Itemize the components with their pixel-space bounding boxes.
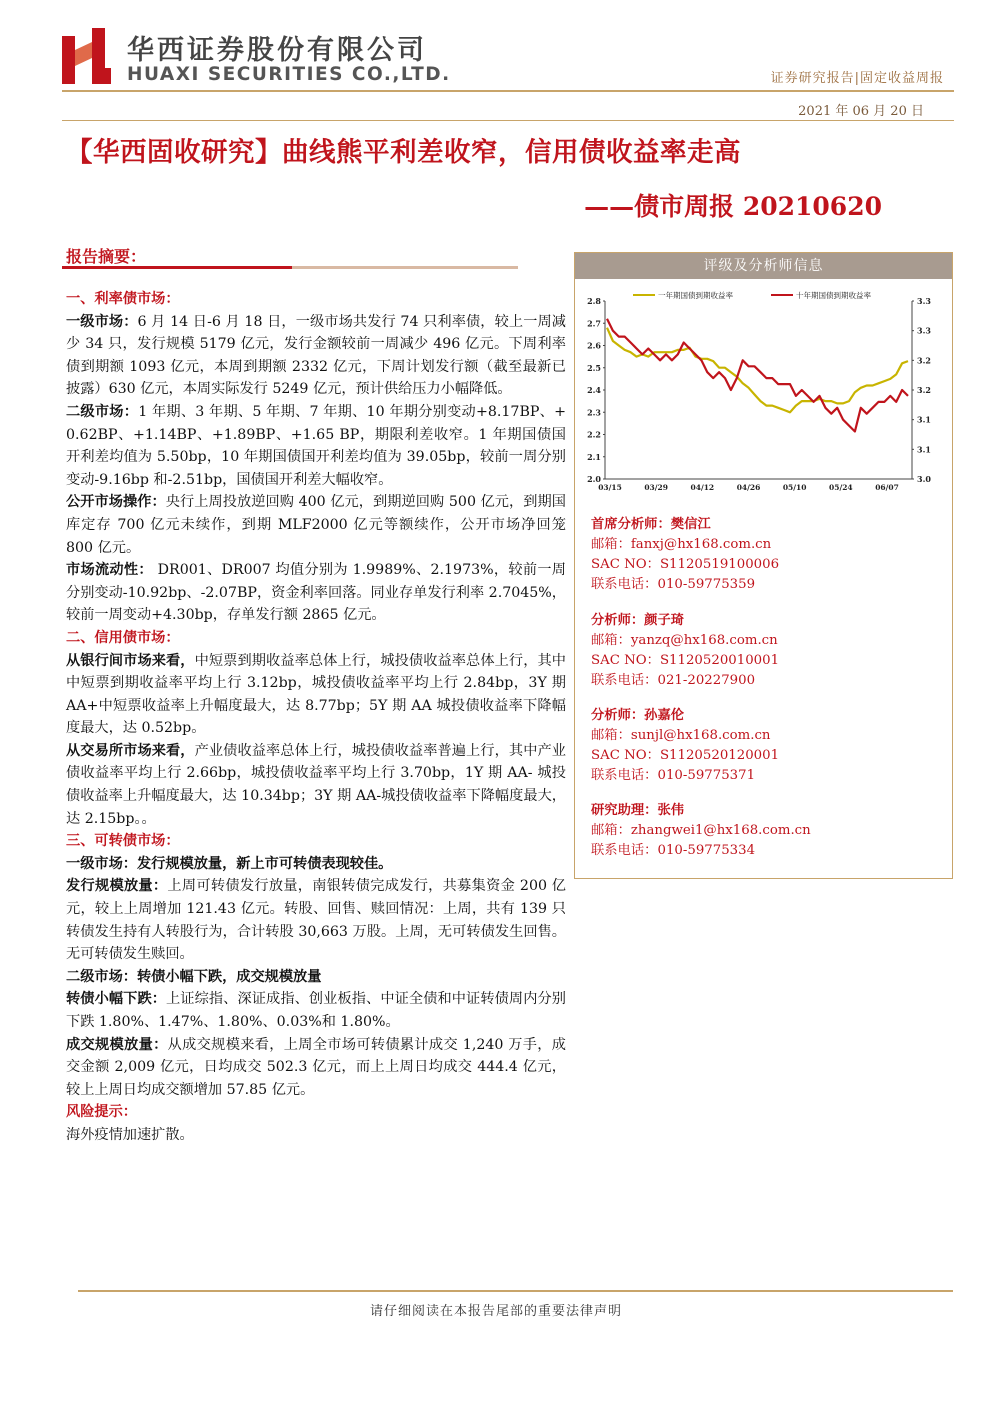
company-name-en: HUAXI SECURITIES CO.,LTD. [127, 64, 451, 85]
analyst-card [591, 801, 811, 861]
paragraph-text: 上证综指、深证成指、创业板指、中证全债和中证转债周内分别下跌 1.80%、1.47%、1.80%、0.03%和 1.80%。 [66, 991, 566, 1030]
x-tick-label: 03/15 [598, 483, 622, 492]
paragraph-text: 产业债收益率总体上行，城投债收益率普遍上行，其中产业债收益率平均上行 2.66bp，城投债收益率平均上行 3.70bp，1Y 期 AA- 城投债收益率上升幅度最大，达 10.34bp；3Y 期 AA-城投债收益率下降幅度最大，达 2.15bp。。 [66, 742, 566, 827]
lead-label: 发行规模放量： [66, 878, 168, 895]
footer-legal-note: 请仔细阅读在本报告尾部的重要法律声明 [369, 1304, 622, 1319]
header-divider [62, 90, 954, 92]
section-convertible-title: 三、可转债市场： [66, 833, 180, 850]
left-tick-label: 2.2 [587, 429, 601, 440]
risk-text: 海外疫情加速扩散。 [66, 1126, 194, 1143]
report-subtitle: ——债市周报 20210620 [584, 192, 882, 221]
lead-label: 从交易所市场来看， [66, 742, 195, 759]
paragraph-text: 上周可转债发行放量，南银转债完成发行，共募集资金 200 亿元，较上上周增加 121.43 亿元。转股、回售、赎回情况：上周，共有 139 只转债发生持有人转股行为，合计转股 30,663 万股。上周，无可转债发生回售。无可转债发生赎回。 [66, 878, 566, 963]
risk-title: 风险提示： [66, 1104, 137, 1121]
summary-body [66, 288, 566, 1147]
date-divider [62, 120, 954, 121]
summary-rule [62, 266, 518, 269]
paragraph-cb-secondary: 二级市场：转债小幅下跌，成交规模放量 [66, 968, 322, 985]
left-tick-label: 2.8 [587, 296, 601, 306]
legend-label-10y: 十年期国债到期收益率 [796, 291, 871, 300]
x-tick-label: 05/10 [782, 483, 807, 492]
summary-heading: 报告摘要： [66, 247, 147, 266]
analyst-phone: 联系电话：010-59775334 [591, 843, 756, 858]
left-tick-label: 2.7 [587, 318, 601, 329]
analyst-role: 分析师：颜子琦 [591, 613, 685, 628]
right-tick-label: 3.3 [917, 325, 931, 336]
report-type-tag: 证券研究报告|固定收益周报 [770, 71, 944, 86]
lead-label: 从银行间市场来看， [66, 652, 195, 669]
analyst-sac: SAC NO：S1120519100006 [591, 557, 780, 572]
paragraph-open-market [66, 491, 566, 559]
analyst-card [591, 706, 779, 786]
panel-header: 评级及分析师信息 [575, 253, 952, 279]
analyst-phone: 联系电话：010-59775359 [591, 577, 756, 592]
analyst-sac: SAC NO：S1120520010001 [591, 653, 780, 668]
left-tick-label: 2.0 [587, 474, 601, 484]
paragraph-text: 从成交规模来看，上周全市场可转债累计成交 1,240 万手，成交金额 2,009 亿元，日均成交 502.3 亿元，而上上周日均成交 444.4 亿元，较上上周日均成交额增加 57.85 亿元。 [66, 1036, 566, 1098]
paragraph-text: 6 月 14 日-6 月 18 日，一级市场共发行 74 只利率债，较上一周减少 34 只，发行规模 5179 亿元，发行金额较前一周减少 496 亿元。下周利率债到期额 1093 亿元，本周到期额 2332 亿元，下周计划发行额（截至最新已披露）630 亿元，本周实际发行 5249 亿元，预计供给压力小幅降低。 [66, 313, 566, 398]
right-tick-label: 3.2 [917, 385, 931, 395]
company-name-cn: 华西证券股份有限公司 [127, 35, 427, 66]
analyst-role: 研究助理：张伟 [591, 803, 685, 818]
left-tick-label: 2.3 [587, 407, 601, 418]
paragraph-interbank [66, 650, 566, 740]
paragraph-text: DR001、DR007 均值分别为 1.9989%、2.1973%，较前一周分别变动-10.92bp、-2.07BP，资金利率回落。同业存单发行利率 2.7045%，较前一周变动+4.30bp，存单发行额 2865 亿元。 [66, 562, 566, 624]
right-tick-label: 3.1 [917, 414, 931, 425]
left-tick-label: 2.6 [587, 340, 601, 351]
analyst-email[interactable]: 邮箱：sunjl@hx168.com.cn [591, 728, 771, 743]
analyst-sac: SAC NO：S1120520120001 [591, 748, 780, 763]
x-tick-label: 06/07 [875, 483, 899, 492]
lead-label: 市场流动性： [66, 562, 153, 579]
paragraph-exchange [66, 740, 566, 830]
paragraph-text: 中短票到期收益率总体上行，城投债收益率总体上行，其中中短票到期收益率平均上行 3.12bp，城投债收益率平均上行 2.84bp，3Y 期 AA+中短票收益率上升幅度最大，达 8.77bp；5Y 期 AA 城投债收益率下降幅度最大，达 0.52bp。 [66, 652, 566, 737]
x-tick-label: 03/29 [644, 483, 668, 492]
left-tick-label: 2.4 [587, 385, 601, 395]
section-rates-title: 一、利率债市场： [66, 291, 180, 307]
yield-chart [575, 283, 952, 498]
right-tick-label: 3.1 [917, 444, 931, 455]
paragraph-liquidity [66, 559, 566, 627]
analyst-role: 首席分析师：樊信江 [591, 517, 711, 532]
analyst-phone: 联系电话：010-59775371 [591, 768, 756, 783]
paragraph-text: 央行上周投放逆回购 400 亿元，到期逆回购 500 亿元，到期国库定存 700 亿元未续作，到期 MLF2000 亿元等额续作，公开市场净回笼 800 亿元。 [66, 494, 566, 556]
right-tick-label: 3.3 [917, 296, 931, 306]
right-tick-label: 3.2 [917, 355, 931, 366]
left-tick-label: 2.1 [587, 451, 601, 462]
analyst-email[interactable]: 邮箱：zhangwei1@hx168.com.cn [591, 823, 811, 838]
legend-label-1y: 一年期国债到期收益率 [658, 291, 733, 300]
footer-divider [78, 1290, 953, 1292]
rating-analyst-panel [574, 252, 953, 879]
paragraph-cb-issuance [66, 875, 566, 965]
paragraph-cb-volume [66, 1034, 566, 1102]
analyst-card [591, 611, 779, 691]
paragraph-cb-primary: 一级市场：发行规模放量，新上市可转债表现较佳。 [66, 855, 393, 872]
analyst-email[interactable]: 邮箱：fanxj@hx168.com.cn [591, 537, 772, 552]
report-date: 2021 年 06 月 20 日 [798, 104, 924, 119]
lead-label: 公开市场操作： [66, 494, 166, 511]
paragraph-primary-market [66, 311, 566, 401]
lead-label: 一级市场： [66, 313, 138, 330]
analyst-phone: 联系电话：021-20227900 [591, 673, 756, 688]
huaxi-logo-icon [62, 28, 112, 84]
paragraph-secondary-market [66, 401, 566, 491]
paragraph-cb-decline [66, 988, 566, 1033]
x-tick-label: 04/12 [690, 483, 715, 492]
paragraph-text: 1 年期、3 年期、5 年期、7 年期、10 年期分别变动+8.17BP、+ 0.62BP、+1.14BP、+1.89BP、+1.65 BP，期限利差收窄。1 年期国债国开利差均值为 5.50bp，10 年期国债国开利差均值为 39.05bp，较前一周分别变动-9.16bp 和-2.51bp，国债国开利差大幅收窄。 [66, 403, 566, 488]
x-tick-label: 05/24 [829, 483, 853, 492]
section-credit-title: 二、信用债市场： [66, 629, 180, 646]
x-tick-label: 04/26 [736, 483, 761, 492]
analyst-role: 分析师：孙嘉伦 [591, 708, 685, 723]
right-tick-label: 3.0 [917, 474, 931, 484]
report-title: 【华西固收研究】曲线熊平利差收窄，信用债收益率走高 [66, 137, 741, 168]
lead-label: 转债小幅下跌： [66, 991, 167, 1008]
analyst-email[interactable]: 邮箱：yanzq@hx168.com.cn [591, 633, 778, 648]
analyst-card [591, 515, 779, 595]
lead-label: 二级市场： [66, 403, 139, 420]
lead-label: 成交规模放量： [66, 1036, 168, 1053]
left-tick-label: 2.5 [587, 362, 601, 373]
series-line-10y [607, 319, 908, 432]
